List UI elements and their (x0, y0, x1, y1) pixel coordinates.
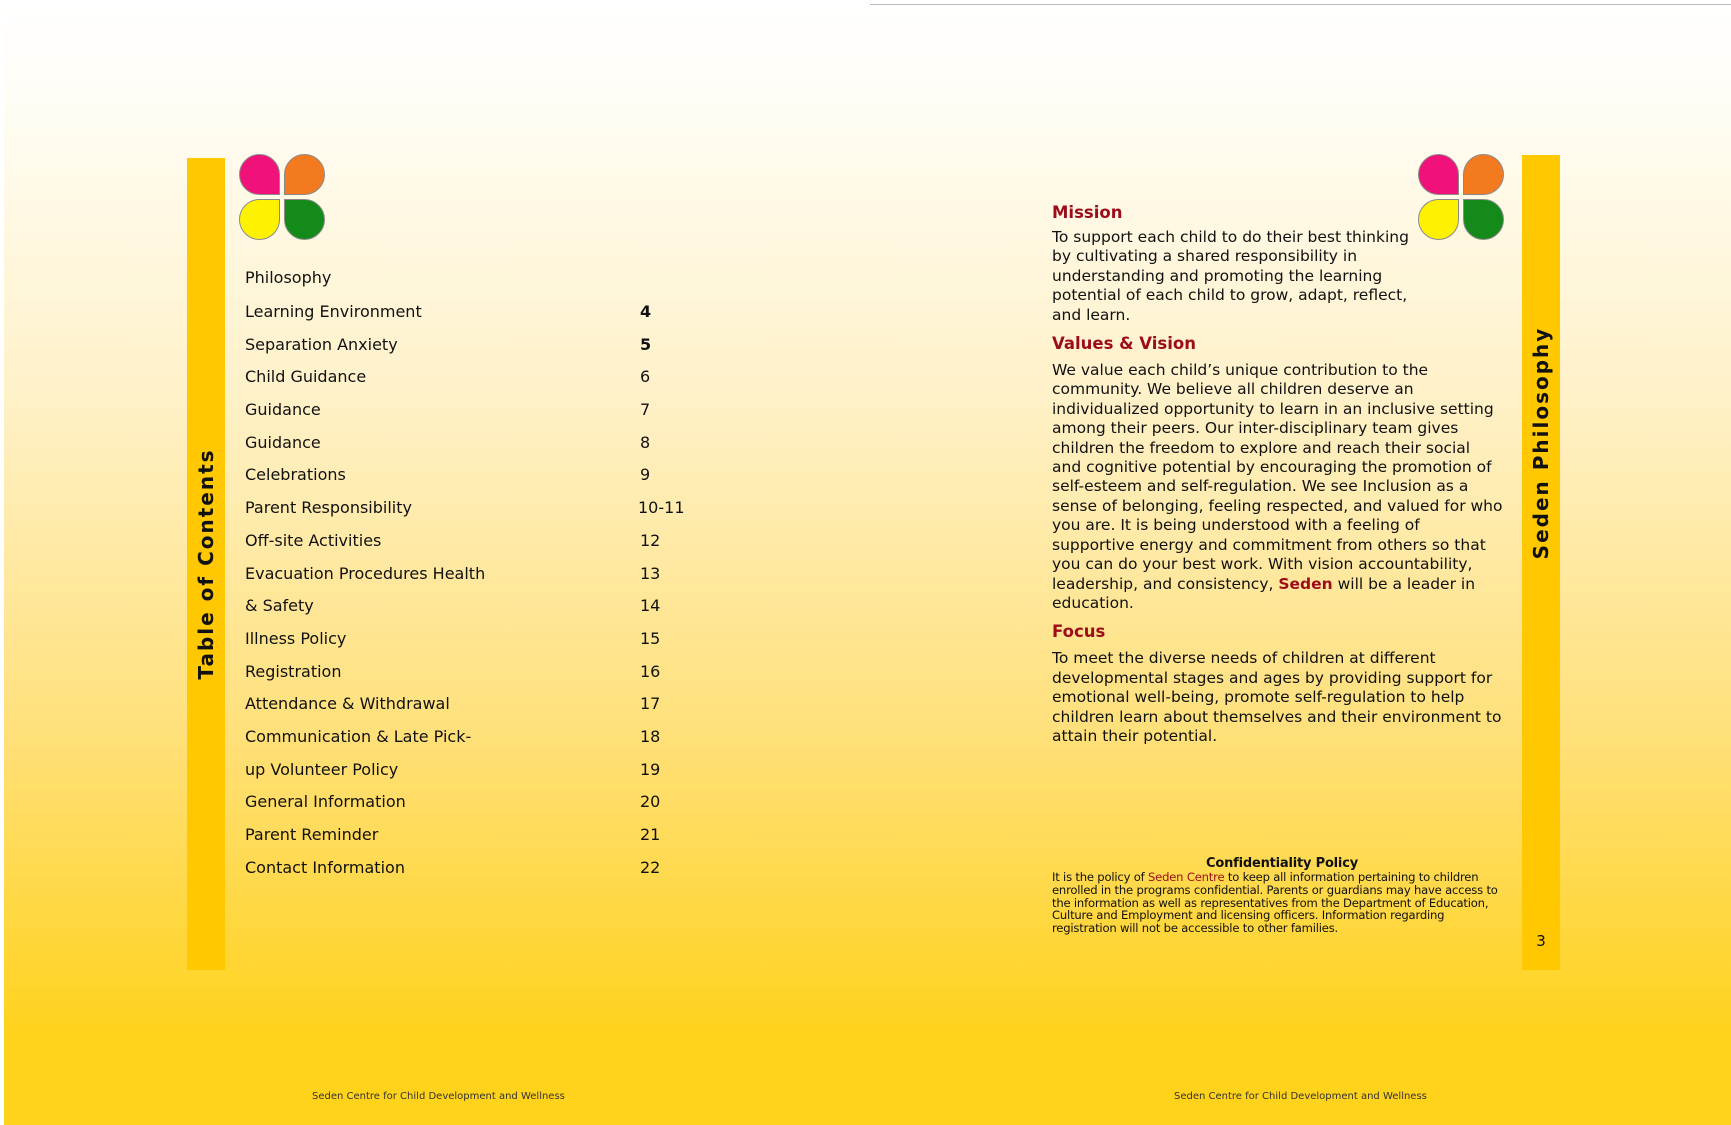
focus-heading: Focus (1052, 622, 1106, 642)
toc-entry[interactable] (245, 465, 695, 498)
logo-petal-green (284, 199, 325, 240)
toc-entry-page: 15 (640, 628, 661, 648)
toc-entry-label: Evacuation Procedures Health (245, 563, 486, 583)
toc-entry[interactable] (245, 858, 695, 891)
toc-entry-label: Parent Reminder (245, 825, 379, 844)
brochure-spread (4, 4, 1731, 1125)
toc-side-band (187, 158, 225, 970)
logo-petal-orange (1463, 154, 1504, 195)
values-brand: Seden (1278, 574, 1333, 593)
toc-entry-label: & Safety (245, 596, 314, 616)
toc-entry-page: 6 (640, 367, 651, 387)
toc-entry-label: Guidance (245, 432, 321, 452)
toc-entry-label: Attendance & Withdrawal (245, 694, 450, 714)
table-of-contents (245, 302, 695, 890)
left-page-footer: Seden Centre for Child Development and Wellness (312, 1091, 565, 1102)
mission-text (1052, 228, 1504, 325)
confidentiality-text-body: to keep all information pertaining to children enrolled in the programs confidential. Parents or guardians may have access to the information as well as representatives from the Department of Education, Culture and Employment and licensing officers. Information regarding registration will not be accessible to other families. (1052, 870, 1498, 936)
toc-entry-page: 14 (640, 596, 661, 616)
toc-entry[interactable] (245, 760, 695, 793)
toc-entry-page: 5 (640, 334, 652, 354)
philosophy-side-band (1522, 155, 1560, 970)
toc-entry-label: Registration (245, 661, 342, 681)
toc-entry-page: 22 (640, 857, 661, 877)
philosophy-band-title: Seden Philosophy (1529, 326, 1553, 559)
confidentiality-text-start: It is the policy of (1052, 870, 1145, 884)
toc-entry-page: 21 (640, 825, 661, 844)
values-text-body: We value each child’s unique contribution to the community. We believe all children deserve an individualized opportunity to learn in an inclusive setting among their peers. Our inter-disciplinary team gives children the freedom to explore and reach their social and cognitive potential by encouraging the promotion of self-esteem and self-regulation. We see Inclusion as a sense of belonging, feeling respected, and valued for who you are. It is being understood with a feeling of supportive energy and commitment from others so that you can do your best work. With vision accountability, leadership, and consistency, (1052, 361, 1503, 593)
toc-entry[interactable] (245, 662, 695, 695)
toc-entry-label: Parent Responsibility (245, 498, 412, 518)
toc-entry-page: 17 (640, 694, 661, 714)
toc-entry-label: Communication & Late Pick- (245, 726, 472, 746)
toc-entry[interactable] (245, 629, 695, 662)
confidentiality-policy (1052, 857, 1512, 935)
values-heading: Values & Vision (1052, 334, 1196, 354)
toc-entry-label: General Information (245, 792, 406, 812)
toc-entry-page: 20 (640, 792, 661, 812)
logo-petal-orange (284, 154, 325, 195)
toc-entry-label: Learning Environment (245, 302, 422, 321)
toc-entry-page: 19 (640, 759, 661, 779)
toc-entry-label: Off-site Activities (245, 530, 382, 550)
confidentiality-title: Confidentiality Policy (1206, 856, 1358, 871)
toc-band-title: Table of Contents (194, 448, 218, 680)
toc-entry-label: Celebrations (245, 465, 346, 485)
toc-entry-page: 12 (640, 530, 661, 550)
toc-entry[interactable] (245, 400, 695, 433)
toc-entry[interactable] (245, 335, 695, 368)
toc-entry-label: Separation Anxiety (245, 334, 398, 354)
toc-entry-label: Child Guidance (245, 367, 367, 387)
toc-entry-label: Illness Policy (245, 628, 347, 648)
toc-entry[interactable] (245, 302, 695, 335)
toc-entry-label: Contact Information (245, 857, 405, 877)
toc-entry-page: 8 (640, 432, 651, 452)
logo-petal-pink (239, 154, 280, 195)
philosophy-content (1052, 202, 1504, 746)
focus-text: To meet the diverse needs of children at different developmental stages and ages by providing support for emotional well-being, promote self-regulation to help children learn about themselves and their environment to attain their potential. (1052, 649, 1502, 745)
logo-petal-yellow (239, 199, 280, 240)
toc-entry-page: 4 (640, 302, 652, 321)
toc-entry[interactable] (245, 596, 695, 629)
page-number: 3 (1536, 932, 1546, 950)
toc-entry[interactable] (245, 564, 695, 597)
toc-entry-page: 13 (640, 563, 661, 583)
mission-text-body: To support each child to do their best thinking by cultivating a shared responsibility in understanding and promoting the learning potential of each child to grow, adapt, reflect, and learn. (1052, 228, 1409, 324)
toc-entry[interactable] (245, 367, 695, 400)
toc-entry-label: up Volunteer Policy (245, 759, 399, 779)
flower-logo-left (239, 154, 331, 246)
toc-entry-page: 18 (640, 726, 661, 746)
toc-entry[interactable] (245, 433, 695, 466)
toc-entry[interactable] (245, 727, 695, 760)
confidentiality-text (1052, 871, 1512, 935)
toc-entry-page: 7 (640, 400, 651, 420)
values-text (1052, 361, 1504, 613)
toc-entry-page: 10-11 (638, 498, 685, 518)
toc-entry[interactable] (245, 792, 695, 825)
toc-entry[interactable] (245, 498, 695, 531)
toc-entry[interactable] (245, 531, 695, 564)
toc-entry[interactable] (245, 694, 695, 727)
toc-first-entry: Philosophy (245, 268, 332, 287)
confidentiality-brand: Seden Centre (1148, 870, 1225, 884)
toc-entry-page: 16 (640, 661, 661, 681)
page-divider-line (870, 4, 1731, 5)
mission-heading: Mission (1052, 203, 1123, 222)
logo-petal-pink (1418, 154, 1459, 195)
right-page-footer: Seden Centre for Child Development and Wellness (1174, 1091, 1427, 1102)
toc-entry[interactable] (245, 825, 695, 858)
toc-entry-page: 9 (640, 465, 651, 485)
toc-entry-label: Guidance (245, 400, 321, 420)
values-text-end: will be a leader in education. (1052, 574, 1476, 612)
